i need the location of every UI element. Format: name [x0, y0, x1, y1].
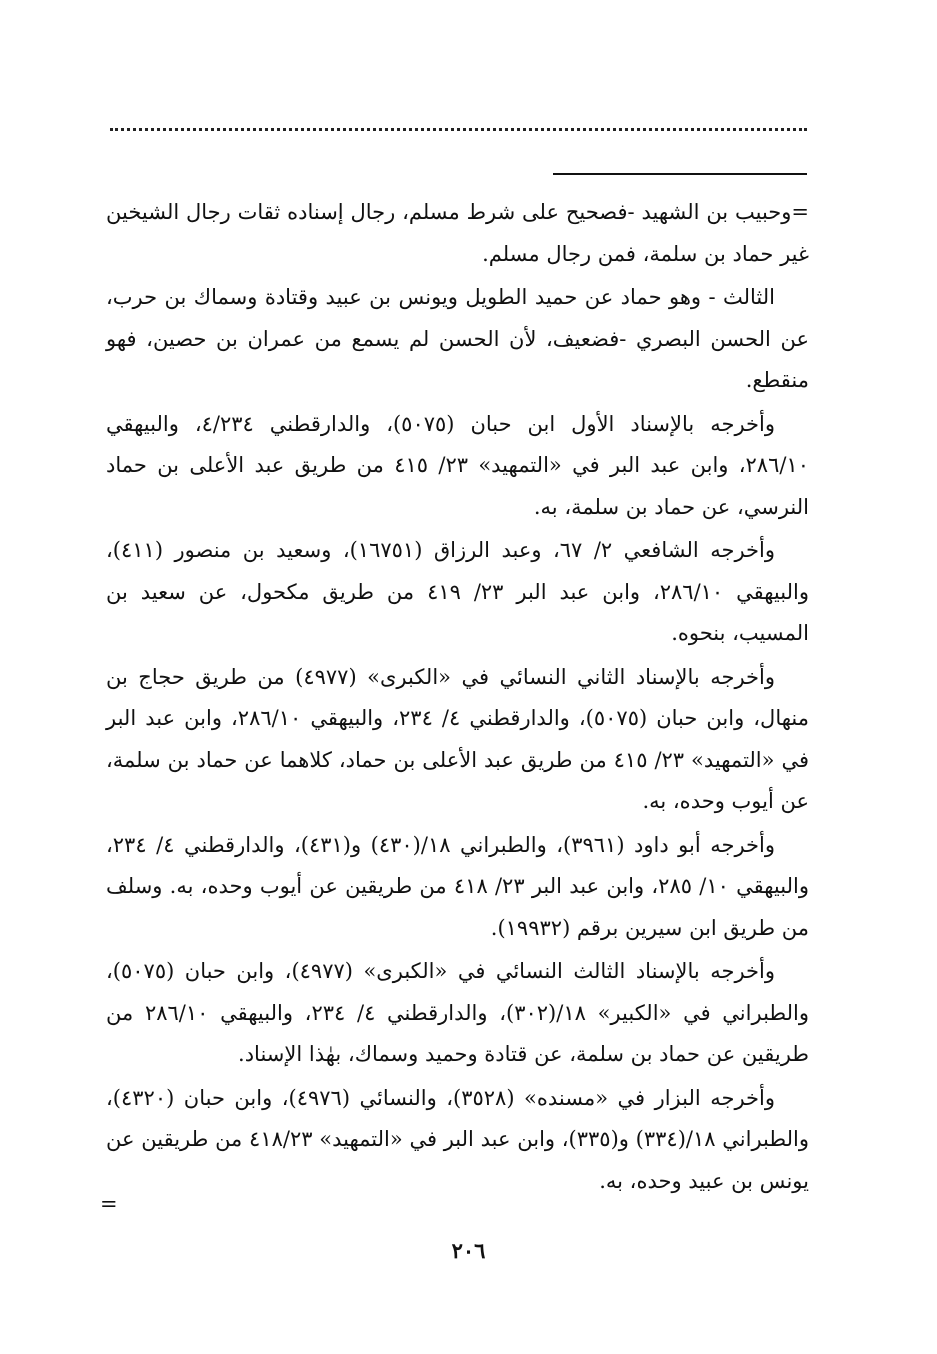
footnote-paragraph: وأخرجه بالإسناد الثالث النسائي في «الكبرى» (٤٩٧٧)، وابن حبان (٥٠٧٥)، والطبراني في «الكبير» ١٨/(٣٠٢)، والدارقطني ٤/ ٢٣٤، والبيهقي ٢٨٦/١٠ من طريقين عن حماد بن سلمة، عن قتادة وحميد وسماك، بهٰذا الإسناد.: [106, 959, 810, 1066]
page-number: ٢٠٦: [451, 1238, 486, 1263]
footnote-paragraph: وأخرجه بالإسناد الثاني النسائي في «الكبرى» (٤٩٧٧) من طريق حجاج بن منهال، وابن حبان (٥٠٧٥)، والدارقطني ٤/ ٢٣٤، والبيهقي ٢٨٦/١٠، وابن عبد البر في «التمهيد» ٢٣/ ٤١٥ من طريق عبد الأعلى بن حماد، كلاهما عن حماد بن سلمة، عن أيوب وحده، به.: [106, 664, 809, 813]
footnote-paragraph: وأخرجه الشافعي ٢/ ٦٧، وعبد الرزاق (١٦٧٥١)، وسعيد بن منصور (٤١١)، والبيهقي ٢٨٦/١٠، وابن عبد البر ٢٣/ ٤١٩ من طريق مكحول، عن سعيد بن المسيب، بنحوه.: [106, 538, 809, 645]
footnote-text: [106, 192, 809, 1204]
footnote-paragraph: وأخرجه البزار في «مسنده» (٣٥٢٨)، والنسائي (٤٩٧٦)، وابن حبان (٤٣٢٠)، والطبراني ١٨/(٣٣٤) و(٣٣٥)، وابن عبد البر في «التمهيد» ٤١٨/٢٣ من طريقين عن يونس بن عبيد وحده، به.: [106, 1085, 809, 1193]
footnote-paragraph: الثالث - وهو حماد عن حميد الطويل ويونس بن عبيد وقتادة وسماك بن حرب، عن الحسن البصري -فضعيف، لأن الحسن لم يسمع من عمران بن حصين، فهو منقطع.: [106, 285, 809, 392]
footnote-paragraph: =وحبيب بن الشهيد -فصحيح على شرط مسلم، رجال إسناده ثقات رجال الشيخين غير حماد بن سلمة، فمن رجال مسلم.: [106, 200, 809, 266]
footnote-paragraph: وأخرجه أبو داود (٣٩٦١)، والطبراني ١٨/(٤٣٠) و(٤٣١)، والدارقطني ٤/ ٢٣٤، والبيهقي ١٠/ ٢٨٥، وابن عبد البر ٢٣/ ٤١٨ من طريقين عن أيوب وحده، به. وسلف من طريق ابن سيرين برقم (١٩٩٣٢).: [106, 832, 809, 940]
dotted-separator: [110, 128, 807, 137]
footnote-separator-line: [553, 173, 807, 175]
continuation-marker: =: [100, 1192, 118, 1216]
footnote-paragraph: وأخرجه بالإسناد الأول ابن حبان (٥٠٧٥)، والدارقطني ٤/٢٣٤، والبيهقي ٢٨٦/١٠، وابن عبد البر في «التمهيد» ٢٣/ ٤١٥ من طريق عبد الأعلى بن حماد النرسي، عن حماد بن سلمة، به.: [106, 411, 809, 519]
